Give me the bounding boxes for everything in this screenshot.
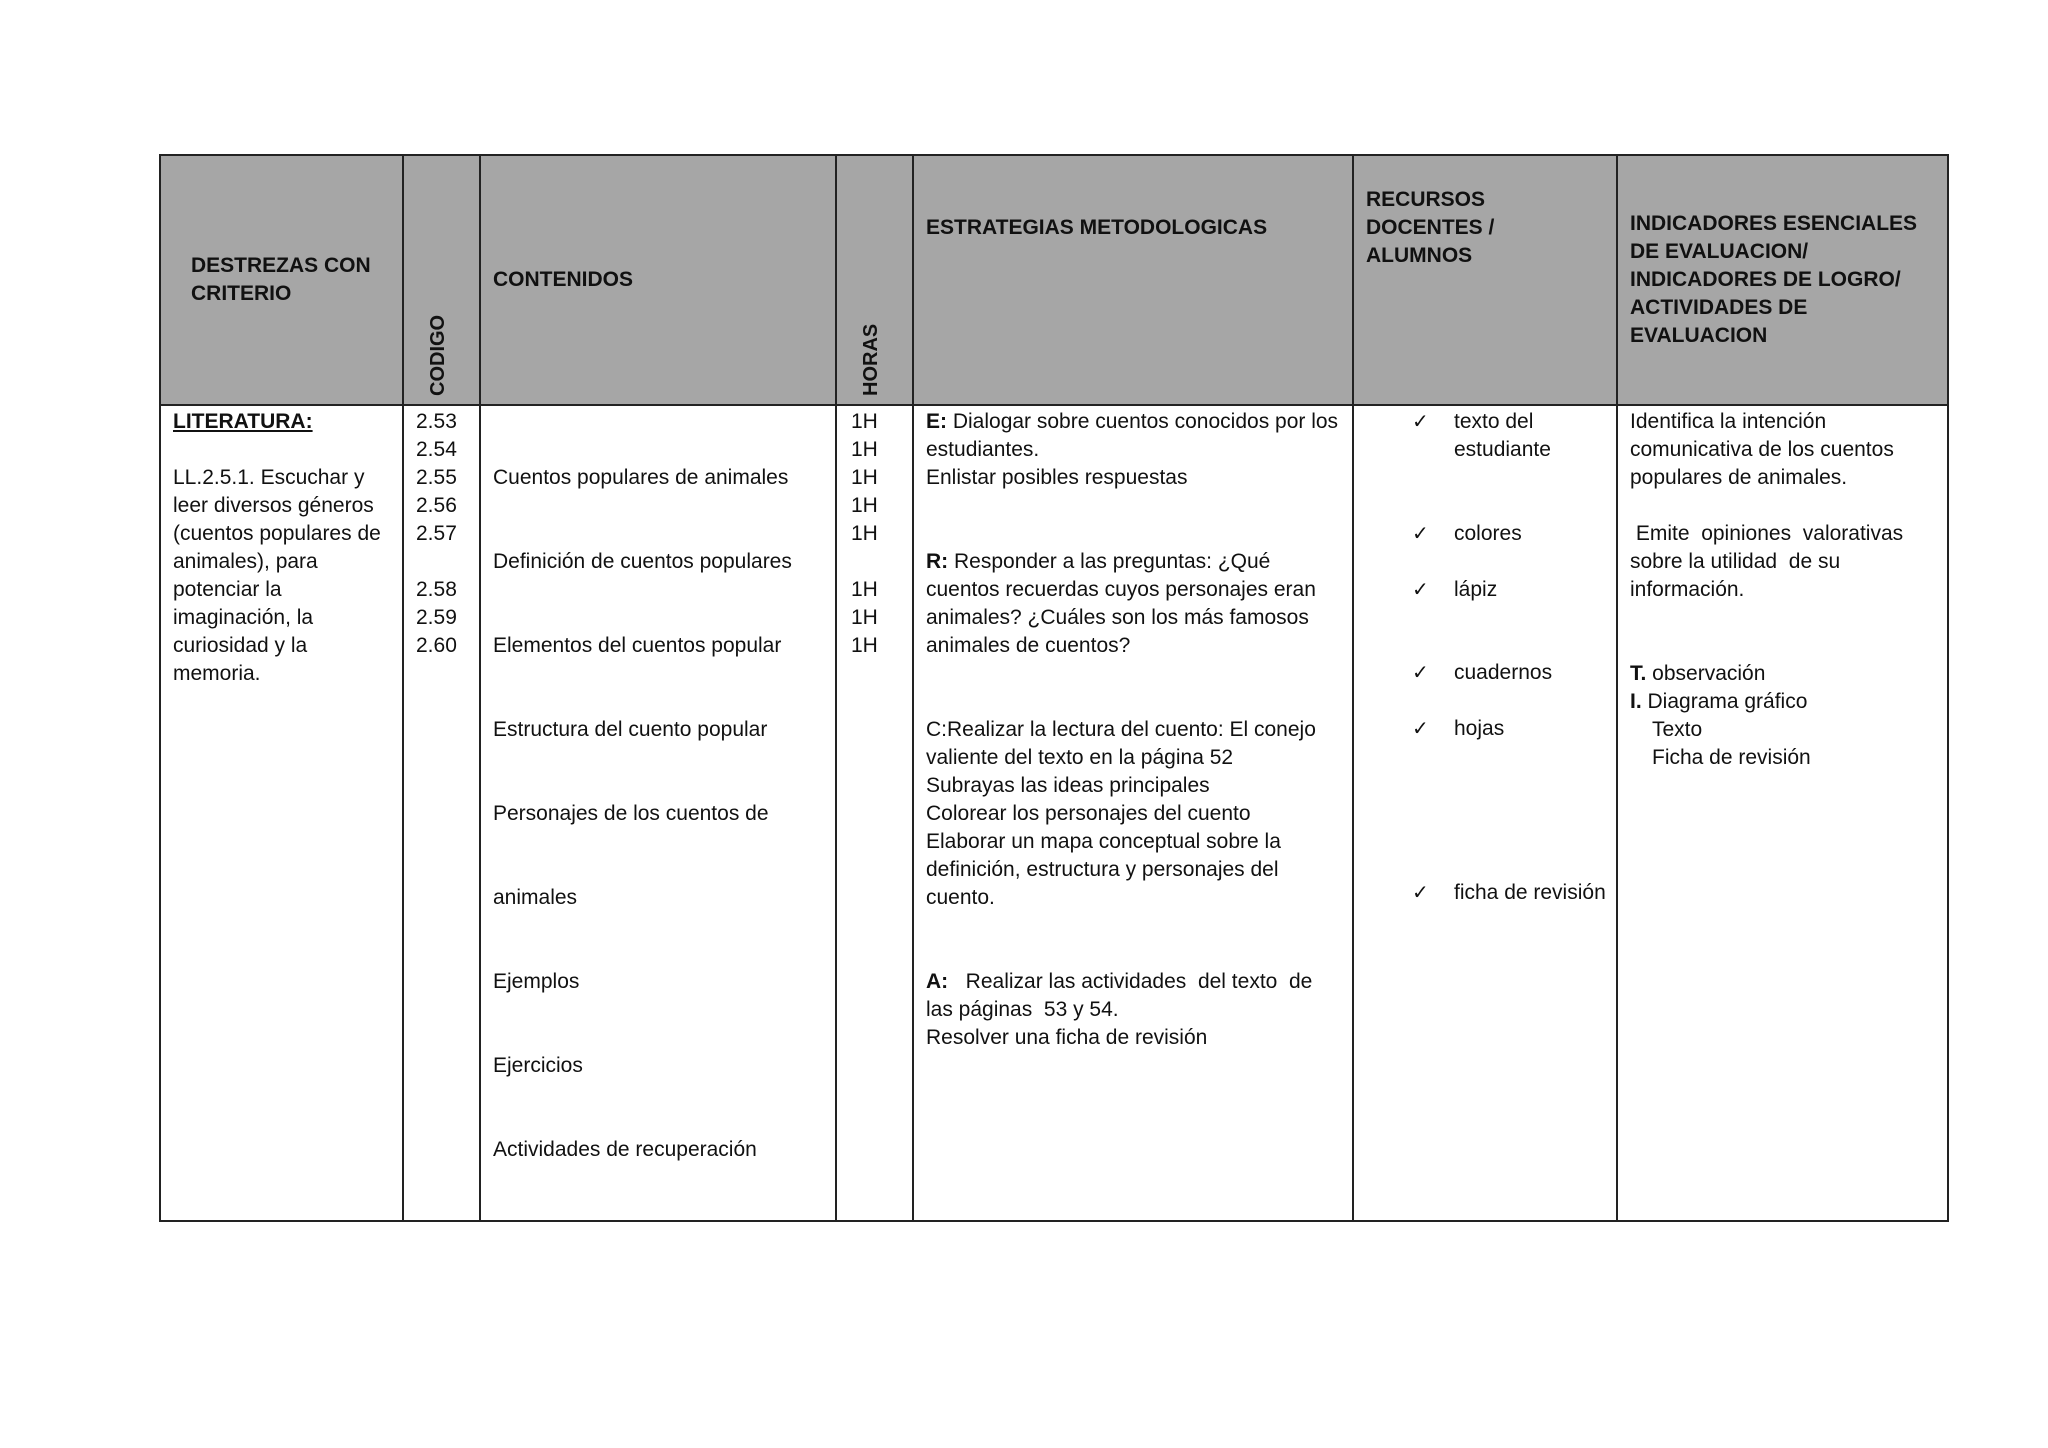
- estrategia-e-label: E:: [926, 410, 947, 433]
- horas-value: 1H: [851, 578, 878, 601]
- codigo-value: 2.53: [416, 410, 457, 433]
- checkmark-icon: ✓: [1412, 523, 1429, 545]
- header-estrategias: [913, 155, 1353, 405]
- horas-value: 1H: [851, 522, 878, 545]
- header-recursos: [1353, 155, 1617, 405]
- horas-value: 1H: [851, 634, 878, 657]
- codigo-value: 2.56: [416, 494, 457, 517]
- destrezas-text: LL.2.5.1. Escuchar y leer diversos géneros (cuentos populares de animales), para potenciar la imaginación, la curiosidad y la memoria.: [173, 466, 381, 685]
- recurso-item: [1412, 576, 1606, 604]
- contenido-item: Ejercicios: [493, 1054, 583, 1077]
- estrategia-r-text: Responder a las preguntas: ¿Qué cuentos recuerdas cuyos personajes eran animales? ¿Cuáles son los más famosos animales de cuentos?: [926, 550, 1316, 657]
- recurso-item: [1412, 408, 1606, 436]
- recurso-label: texto del: [1454, 410, 1534, 433]
- indicador-i-line2: Texto: [1652, 718, 1703, 741]
- recurso-item: [1412, 520, 1606, 548]
- codigo-value: 2.60: [416, 634, 457, 657]
- codigo-value: 2.59: [416, 606, 457, 629]
- estrategia-a-text: Realizar las actividades del texto de las páginas 53 y 54.: [926, 970, 1319, 1021]
- indicador-i-text: Diagrama gráfico: [1641, 690, 1808, 713]
- header-destrezas: [160, 155, 403, 405]
- indicador-i-label: I.: [1630, 690, 1642, 713]
- recurso-item-cont: [1412, 436, 1606, 464]
- checkmark-icon: ✓: [1412, 662, 1429, 684]
- horas-value: 1H: [851, 606, 878, 629]
- estrategia-r-label: R:: [926, 550, 949, 573]
- contenido-item: animales: [493, 886, 578, 909]
- contenido-item: Estructura del cuento popular: [493, 718, 768, 741]
- recurso-label: ficha de revisión: [1454, 881, 1606, 904]
- header-estrategias-label: ESTRATEGIAS METODOLOGICAS: [926, 216, 1268, 239]
- codigo-value: 2.58: [416, 578, 457, 601]
- checkmark-icon: ✓: [1412, 579, 1429, 601]
- content-row: [160, 405, 1948, 1221]
- recurso-item: [1412, 659, 1606, 687]
- recurso-item: [1412, 879, 1606, 907]
- header-contenidos-label: CONTENIDOS: [493, 268, 634, 291]
- indicador-i-line3: Ficha de revisión: [1652, 746, 1811, 769]
- codigo-cell: [403, 405, 480, 1221]
- destrezas-cell: [160, 405, 403, 1221]
- horas-value: 1H: [851, 494, 878, 517]
- estrategia-c-line3: Colorear los personajes del cuento: [926, 802, 1251, 825]
- header-contenidos: [480, 155, 836, 405]
- contenido-item: Definición de cuentos populares: [493, 550, 792, 573]
- indicador-t-text: observación: [1646, 662, 1766, 685]
- indicadores-cell: [1617, 405, 1948, 1221]
- header-indicadores-label: INDICADORES ESENCIALES DE EVALUACION/ INDICADORES DE LOGRO/ ACTIVIDADES DE EVALUACION: [1630, 212, 1918, 347]
- horas-value: 1H: [851, 466, 878, 489]
- recursos-cell: [1353, 405, 1617, 1221]
- contenido-item: Personajes de los cuentos de: [493, 802, 769, 825]
- estrategias-cell: [913, 405, 1353, 1221]
- recurso-label: cuadernos: [1454, 661, 1553, 684]
- codigo-value: 2.55: [416, 466, 457, 489]
- indicador-t-label: T.: [1630, 662, 1647, 685]
- estrategia-c-line2: Subrayas las ideas principales: [926, 774, 1210, 797]
- indicador-1: Identifica la intención comunicativa de los cuentos populares de animales.: [1630, 410, 1894, 489]
- estrategia-e-line2: Enlistar posibles respuestas: [926, 466, 1188, 489]
- header-codigo-label: CODIGO: [426, 314, 449, 396]
- horas-cell: [836, 405, 913, 1221]
- estrategia-c-line4: Elaborar un mapa conceptual sobre la definición, estructura y personajes del cuento.: [926, 830, 1281, 909]
- lesson-plan-table: [159, 154, 1949, 1222]
- indicador-t: [1630, 660, 1937, 688]
- header-indicadores: [1617, 155, 1948, 405]
- checkmark-icon: ✓: [1412, 411, 1429, 433]
- codigo-value: [416, 548, 469, 576]
- contenido-item: Cuentos populares de animales: [493, 466, 789, 489]
- header-horas-label: HORAS: [859, 323, 882, 396]
- estrategia-e: [926, 408, 1342, 464]
- recurso-label: hojas: [1454, 717, 1505, 740]
- codigo-value: 2.57: [416, 522, 457, 545]
- checkmark-icon: ✓: [1412, 718, 1429, 740]
- recurso-item: [1412, 715, 1606, 743]
- contenido-item: Ejemplos: [493, 970, 580, 993]
- horas-value: 1H: [851, 438, 878, 461]
- header-destrezas-label: DESTREZAS CON CRITERIO: [191, 254, 371, 305]
- contenidos-cell: [480, 405, 836, 1221]
- contenido-item: Actividades de recuperación: [493, 1138, 757, 1161]
- estrategia-a-line2: Resolver una ficha de revisión: [926, 1026, 1208, 1049]
- codigo-value: 2.54: [416, 438, 457, 461]
- indicador-i: [1630, 688, 1937, 716]
- recurso-label: estudiante: [1454, 438, 1551, 461]
- estrategia-c: C:Realizar la lectura del cuento: El conejo valiente del texto en la página 52: [926, 718, 1316, 769]
- horas-value: 1H: [851, 410, 878, 433]
- header-recursos-label: RECURSOS DOCENTES / ALUMNOS: [1366, 188, 1495, 267]
- header-row: [160, 155, 1948, 405]
- destrezas-title: LITERATURA:: [173, 410, 313, 433]
- recurso-label: lápiz: [1454, 578, 1498, 601]
- header-codigo: [403, 155, 480, 405]
- horas-value: [851, 548, 902, 576]
- recurso-label: colores: [1454, 522, 1522, 545]
- indicador-2: Emite opiniones valorativas sobre la utilidad de su información.: [1630, 522, 1909, 601]
- estrategia-a: [926, 968, 1342, 1024]
- checkmark-icon: ✓: [1412, 882, 1429, 904]
- estrategia-a-label: A:: [926, 970, 949, 993]
- header-horas: [836, 155, 913, 405]
- estrategia-e-text: Dialogar sobre cuentos conocidos por los estudiantes.: [926, 410, 1339, 461]
- estrategia-r: [926, 548, 1342, 660]
- contenido-item: Elementos del cuentos popular: [493, 634, 782, 657]
